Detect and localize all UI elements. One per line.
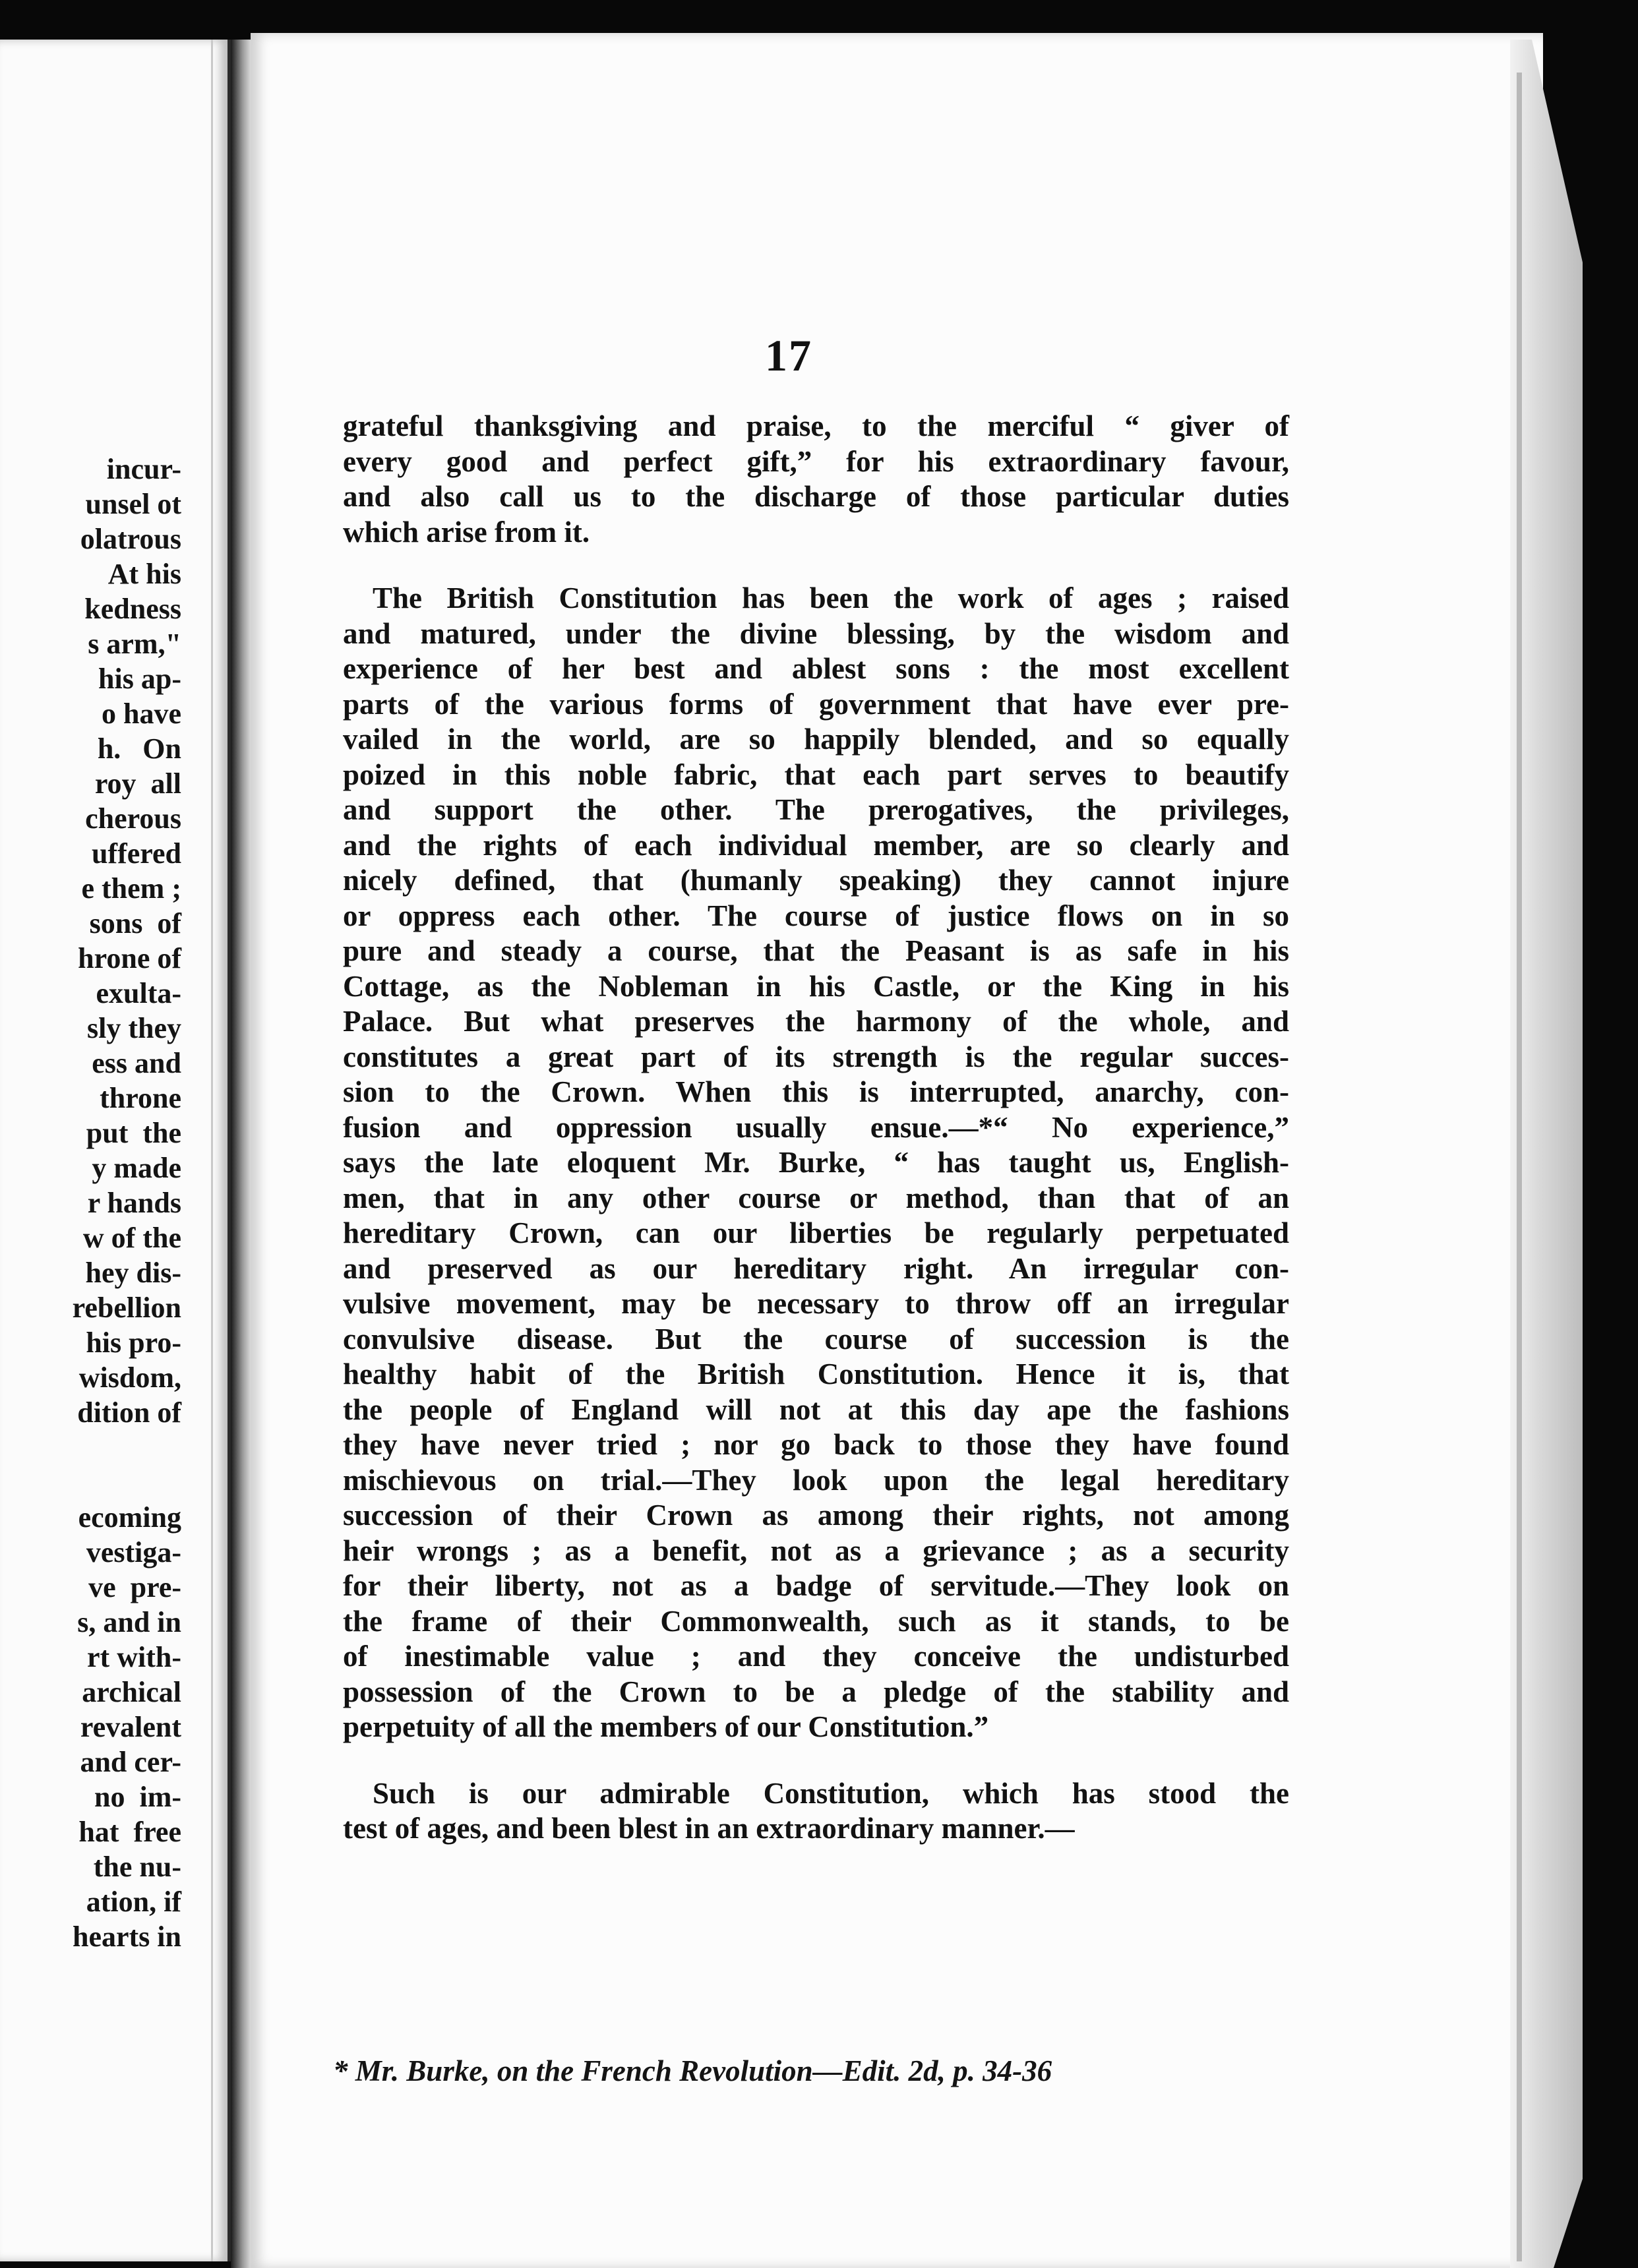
previous-page-line: uffered (91, 837, 181, 870)
page-number: 17 (765, 330, 812, 380)
previous-page-line: olatrous (80, 523, 181, 555)
previous-page-line: his pro- (86, 1327, 181, 1359)
text-line: every good and perfect gift,” for his extraordinary favour, (343, 444, 1289, 478)
previous-page-line: put the (86, 1117, 181, 1149)
text-line: vulsive movement, may be necessary to throw off an irregular (343, 1287, 1289, 1320)
previous-page-line: kedness (84, 593, 181, 625)
previous-page-text (73, 452, 181, 1954)
text-line: experience of her best and ablest sons : the most excellent (343, 652, 1289, 685)
text-line: parts of the various forms of government that have ever pre- (343, 687, 1289, 721)
previous-page-line: unsel ot (85, 488, 181, 520)
previous-page-line: his ap- (98, 663, 181, 695)
paragraph-gap (343, 550, 1289, 581)
previous-page-line: ve pre- (88, 1571, 181, 1603)
previous-page-line: archical (82, 1676, 181, 1708)
previous-page-line: hey dis- (85, 1257, 181, 1289)
text-line: grateful thanksgiving and praise, to the merciful “ giver of (343, 409, 1289, 442)
previous-page-line: s, and in (77, 1606, 181, 1638)
text-line: men, that in any other course or method, than that of an (343, 1181, 1289, 1214)
page-edge-shadow (1517, 73, 1522, 2261)
previous-page-line: h. On (97, 732, 181, 765)
text-line: they have never tried ; nor go back to those they have found (343, 1428, 1289, 1461)
previous-page-line: throne (100, 1082, 181, 1114)
previous-page-line: hat free (78, 1816, 181, 1848)
text-line: Cottage, as the Nobleman in his Castle, or the King in his (343, 969, 1289, 1003)
text-line: test of ages, and been blest in an extraordinary manner.— (343, 1812, 1075, 1845)
text-line: and the rights of each individual member, are so clearly and (343, 828, 1289, 862)
previous-page-line: roy all (94, 767, 181, 800)
text-line: and also call us to the discharge of those particular duties (343, 480, 1289, 513)
previous-page-line: rt with- (87, 1641, 181, 1673)
previous-page-line: o have (102, 698, 181, 730)
previous-page (0, 40, 231, 2261)
previous-page-line: sly they (87, 1012, 181, 1044)
text-line: heir wrongs ; as a benefit, not as a grievance ; as a security (343, 1534, 1289, 1567)
text-line: the frame of their Commonwealth, such as it stands, to be (343, 1604, 1289, 1638)
text-line: the people of England will not at this day ape the fashions (343, 1392, 1289, 1426)
book-gutter (231, 40, 251, 2268)
previous-page-line: dition of (77, 1396, 181, 1429)
previous-page-line: rebellion (72, 1292, 181, 1324)
text-line: or oppress each other. The course of justice flows on in so (343, 899, 1289, 932)
page-fold-line (211, 40, 213, 2261)
text-line: and preserved as our hereditary right. An irregular con- (343, 1251, 1289, 1285)
previous-page-line: ation, if (86, 1886, 181, 1918)
text-line: convulsive disease. But the course of succession is the (343, 1322, 1289, 1356)
text-line: perpetuity of all the members of our Constitution.” (343, 1710, 989, 1743)
previous-page-line: vestiga- (86, 1536, 181, 1568)
previous-page-line: r hands (87, 1187, 181, 1219)
previous-page-line: w of the (82, 1222, 181, 1254)
text-line: healthy habit of the British Constitution. Hence it is, that (343, 1358, 1289, 1390)
text-line: says the late eloquent Mr. Burke, “ has taught us, English- (343, 1146, 1289, 1179)
text-line: sion to the Crown. When this is interrupted, anarchy, con- (343, 1075, 1289, 1108)
text-line: poized in this noble fabric, that each part serves to beautify (343, 758, 1289, 791)
previous-page-line: cherous (85, 802, 181, 835)
paragraph-gap (73, 1430, 181, 1500)
text-line: for their liberty, not as a badge of servitude.—They look on (343, 1569, 1289, 1602)
text-line: mischievous on trial.—They look upon the legal hereditary (343, 1463, 1289, 1497)
text-line: which arise from it. (343, 515, 590, 549)
previous-page-line: exulta- (96, 977, 181, 1009)
previous-page-line: y made (92, 1152, 181, 1184)
text-line: vailed in the world, are so happily blended, and so equally (343, 723, 1289, 756)
previous-page-line: ecoming (78, 1501, 181, 1534)
previous-page-line: and cer- (80, 1746, 181, 1778)
text-line: fusion and oppression usually ensue.—*“ No experience,” (343, 1110, 1289, 1144)
text-line: hereditary Crown, can our liberties be regularly perpetuated (343, 1216, 1289, 1249)
previous-page-line: s arm," (88, 628, 181, 660)
previous-page-line: hearts in (73, 1921, 181, 1953)
text-line: pure and steady a course, that the Peasant is as safe in his (343, 934, 1289, 967)
previous-page-line: the nu- (93, 1851, 181, 1883)
page-body-text (343, 409, 1289, 1847)
text-line: of inestimable value ; and they conceive the undisturbed (343, 1640, 1289, 1673)
previous-page-line: no im- (94, 1781, 181, 1813)
previous-page-line: sons of (89, 907, 181, 940)
paragraph-gap (343, 1745, 1289, 1776)
previous-page-line: ess and (92, 1047, 181, 1079)
previous-page-line: revalent (80, 1711, 181, 1743)
text-line: Such is our admirable Constitution, which has stood the (373, 1776, 1289, 1810)
previous-page-line: wisdom, (78, 1361, 181, 1394)
text-line: and matured, under the divine blessing, by the wisdom and (343, 616, 1289, 650)
text-line: succession of their Crown as among their rights, not among (343, 1499, 1289, 1532)
text-line: possession of the Crown to be a pledge of the stability and (343, 1675, 1289, 1708)
text-line: constitutes a great part of its strength is the regular succes- (343, 1040, 1289, 1073)
previous-page-line: e them ; (81, 872, 181, 905)
text-line: nicely defined, that (humanly speaking) they cannot injure (343, 864, 1289, 897)
previous-page-line: hrone of (78, 942, 181, 974)
text-line: and support the other. The prerogatives, the privileges, (343, 793, 1289, 826)
text-line: Palace. But what preserves the harmony of the whole, and (343, 1005, 1289, 1038)
previous-page-line: incur- (106, 453, 181, 485)
previous-page-line: At his (107, 558, 181, 590)
text-line: The British Constitution has been the work of ages ; raised (373, 582, 1289, 614)
footnote: * Mr. Burke, on the French Revolution—Edit. 2d, p. 34-36 (333, 2054, 1052, 2087)
